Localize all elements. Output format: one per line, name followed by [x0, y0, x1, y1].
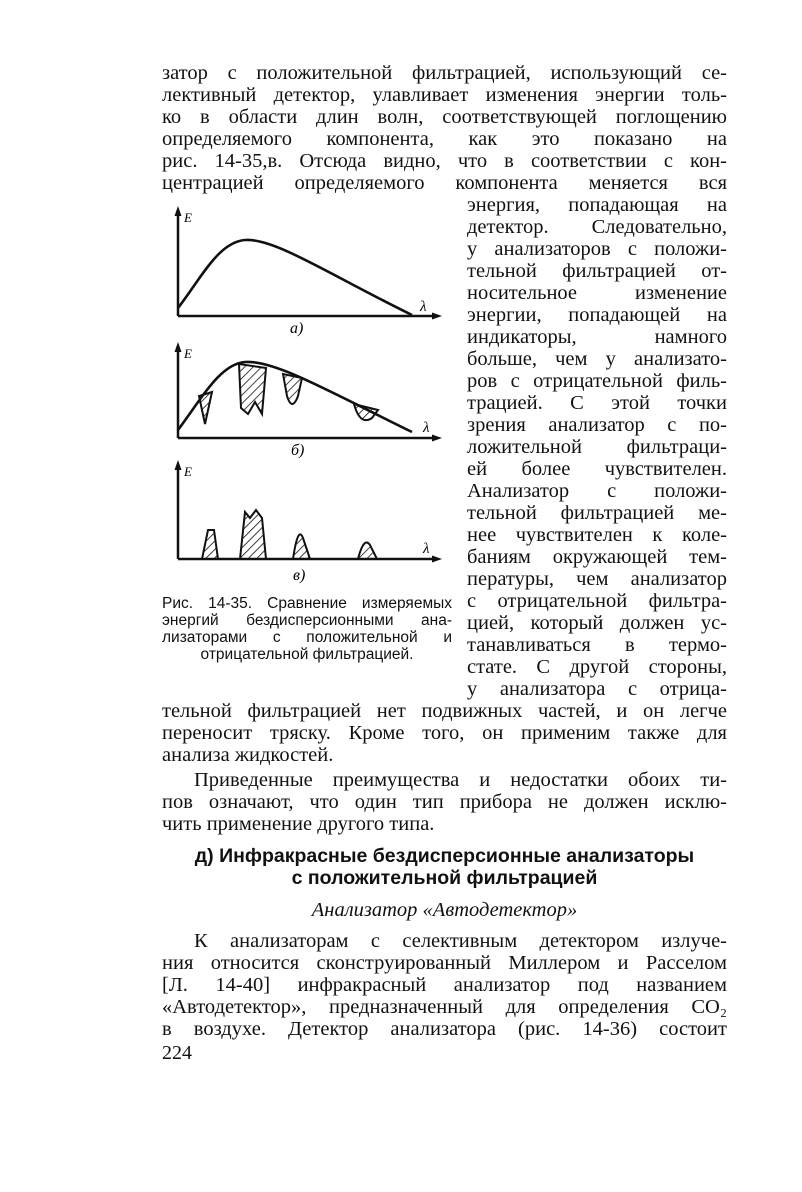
panel-a: [175, 206, 443, 337]
text-line: у анализатора с отрица-: [467, 678, 727, 700]
energy-curve: [178, 362, 412, 432]
x-axis-label: λ: [423, 420, 430, 436]
subsection-heading: Анализатор «Автодетектор»: [311, 899, 578, 921]
text-line: центрацией определяемого компонента меняется вся: [162, 172, 727, 194]
absorption-band: [202, 530, 218, 559]
panel-c: [175, 460, 443, 584]
text-line: ложительной фильтраци-: [467, 436, 727, 458]
energy-curve: [178, 240, 412, 315]
text-line: ров с отрицательной филь-: [467, 370, 727, 392]
panel-label: а): [290, 320, 304, 337]
text-line: тельной фильтрацией ме-: [467, 502, 727, 524]
text-line: нее чувствителен к коле-: [467, 524, 727, 546]
text-line: тельной фильтрацией нет подвижных частей, и он легче: [162, 700, 727, 722]
text-line: Анализатор с положи-: [467, 480, 727, 502]
text-line: лективный детектор, улавливает изменения энергии толь-: [162, 84, 727, 106]
text-line: трацией. С этой точки: [467, 392, 727, 414]
text-line: энергии, попадающей на: [467, 304, 727, 326]
y-axis-arrow: [175, 460, 182, 470]
absorption-band: [283, 374, 302, 404]
text-line: индикаторы, намного: [467, 326, 727, 348]
page-number: 224: [162, 1042, 192, 1064]
text-line: носительное изменение: [467, 282, 727, 304]
text-line: тельной фильтрацией от-: [467, 260, 727, 282]
section-heading: с положительной фильтрацией: [291, 867, 598, 889]
text-line: Приведенные преимущества и недостатки обоих ти-: [194, 769, 727, 791]
text-line: у анализаторов с положи-: [467, 238, 727, 260]
text-line: анализа жидкостей.: [162, 744, 334, 766]
text-line: зрения анализатор с по-: [467, 414, 727, 436]
text-line: с отрицательной фильтра-: [467, 590, 727, 612]
text-line: в воздухе. Детектор анализатора (рис. 14-36) состоит: [162, 1018, 727, 1040]
text-line: энергия, попадающая на: [467, 194, 727, 216]
caption-line: энергий бездисперсионными ана-: [162, 612, 452, 629]
panel-label: в): [293, 567, 306, 584]
x-axis-arrow: [432, 313, 442, 320]
figure-caption: [162, 595, 452, 663]
panel-b: [175, 342, 443, 459]
x-axis-label: λ: [423, 541, 430, 557]
text-line: баниям окружающей тем-: [467, 546, 727, 568]
y-axis-label: E: [184, 464, 192, 479]
absorption-band: [239, 364, 266, 414]
text-line: ния относится сконструированный Миллером и Расселом: [162, 952, 727, 974]
section-heading: д) Инфракрасные бездисперсионные анализаторы: [194, 845, 695, 867]
text-line: ей более чувствителен.: [467, 458, 727, 480]
text-line: пературы, чем анализатор: [467, 568, 727, 590]
text-line: «Автодетектор», предназначенный для определения CO₂: [162, 996, 727, 1018]
caption-line: лизаторами с положительной и: [162, 629, 452, 646]
y-axis-label: E: [184, 346, 192, 361]
text-line: переносит тряску. Кроме того, он применим также для: [162, 722, 727, 744]
text-line: танавливаться в термо-: [467, 634, 727, 656]
y-axis-arrow: [175, 342, 182, 352]
text-line: стате. С другой стороны,: [467, 656, 727, 678]
text-line: определяемого компонента, как это показано на: [162, 128, 727, 150]
panel-label: б): [291, 442, 305, 459]
text-line: цией, который должен ус-: [467, 612, 727, 634]
text-line: чить применение другого типа.: [162, 813, 435, 835]
x-axis-arrow: [432, 556, 442, 563]
text-line: детектор. Следовательно,: [467, 216, 727, 238]
absorption-band: [358, 542, 377, 559]
absorption-band: [199, 392, 212, 424]
text-line: больше, чем у анализато-: [467, 348, 727, 370]
text-line: ко в области длин волн, соответствующей поглощению: [162, 106, 727, 128]
y-axis-arrow: [175, 206, 182, 216]
x-axis-arrow: [432, 435, 442, 442]
absorption-band: [240, 510, 266, 559]
caption-line: Рис. 14-35. Сравнение измеряемых: [162, 595, 452, 612]
caption-line: отрицательной фильтрацией.: [200, 646, 414, 663]
text-line: рис. 14-35,в. Отсюда видно, что в соответствии с кон-: [162, 150, 727, 172]
absorption-band: [293, 534, 310, 559]
x-axis-label: λ: [420, 299, 427, 315]
absorption-band: [354, 404, 378, 420]
y-axis-label: E: [184, 210, 192, 225]
text-line: К анализаторам с селективным детектором излуче-: [194, 930, 727, 952]
text-line: пов означают, что один тип прибора не должен исклю-: [162, 791, 727, 813]
text-line: затор с положительной фильтрацией, использующий се-: [162, 62, 727, 84]
text-line: [Л. 14-40] инфракрасный анализатор под названием: [162, 974, 727, 996]
